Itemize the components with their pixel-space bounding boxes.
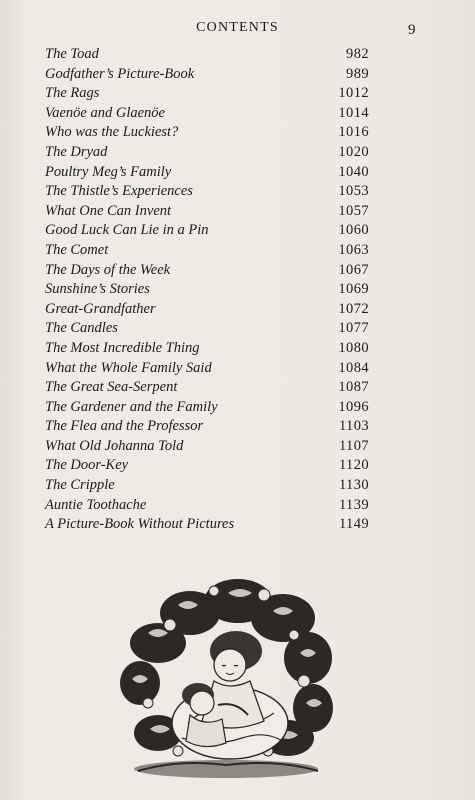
toc-entry-page: 1096 <box>338 398 369 415</box>
toc-entry <box>45 84 369 104</box>
toc-entry-title: Poultry Meg’s Family <box>45 163 172 180</box>
toc-entry <box>45 496 369 516</box>
toc-entry-page: 1014 <box>338 104 369 121</box>
toc-entry-page: 1103 <box>338 418 369 435</box>
toc-entry-page: 1069 <box>338 281 369 298</box>
toc-entry-page: 1016 <box>338 124 369 141</box>
toc-entry-title: The Most Incredible Thing <box>45 339 200 356</box>
toc-entry <box>45 123 369 143</box>
toc-entry <box>45 65 369 85</box>
toc-entry-page: 1040 <box>338 163 369 180</box>
toc-entry-title: What Old Johanna Told <box>45 437 184 454</box>
toc-entry <box>45 241 369 261</box>
toc-entry <box>45 300 369 320</box>
toc-entry-title: The Comet <box>45 241 109 258</box>
toc-entry <box>45 163 369 183</box>
toc-entry-title: Sunshine’s Stories <box>45 281 150 298</box>
toc-entry <box>45 280 369 300</box>
illustration-children-among-flowers <box>118 573 336 780</box>
toc-entry <box>45 182 369 202</box>
toc-entry-page: 1057 <box>338 202 369 219</box>
toc-entry-title: Good Luck Can Lie in a Pin <box>45 222 209 239</box>
toc-entry-title: Great-Grandfather <box>45 300 156 317</box>
toc-entry-title: The Toad <box>45 46 99 62</box>
toc-entry-page: 982 <box>346 46 369 62</box>
toc-entry-page: 1060 <box>338 222 369 239</box>
toc-entry-page: 1107 <box>338 437 369 454</box>
toc-entry-title: What the Whole Family Said <box>45 359 212 376</box>
toc-entry <box>45 437 369 457</box>
toc-entry <box>45 104 369 124</box>
table-of-contents <box>45 45 369 535</box>
toc-entry-page: 1149 <box>338 516 369 533</box>
toc-entry-page: 989 <box>346 65 369 82</box>
toc-entry-title: The Cripple <box>45 477 115 494</box>
toc-entry-title: The Thistle’s Experiences <box>45 183 193 200</box>
toc-entry-title: The Door-Key <box>45 457 129 474</box>
page-title <box>0 20 475 36</box>
toc-entry <box>45 45 369 65</box>
toc-entry-page: 1072 <box>338 300 369 317</box>
toc-entry <box>45 359 369 379</box>
toc-entry-page: 1063 <box>338 241 369 258</box>
toc-entry-title: The Candles <box>45 320 118 337</box>
toc-entry-title: The Flea and the Professor <box>45 418 204 435</box>
toc-entry-page: 1120 <box>338 457 369 474</box>
toc-entry <box>45 398 369 418</box>
toc-entry-title: Godfather’s Picture-Book <box>45 65 195 82</box>
page-number: 9 <box>408 22 416 38</box>
toc-entry <box>45 202 369 222</box>
toc-entry-page: 1067 <box>338 261 369 278</box>
toc-entry <box>45 515 369 535</box>
toc-entry <box>45 417 369 437</box>
toc-entry <box>45 339 369 359</box>
toc-entry-page: 1077 <box>338 320 369 337</box>
toc-entry <box>45 221 369 241</box>
toc-entry-page: 1080 <box>338 339 369 356</box>
toc-entry <box>45 319 369 339</box>
toc-entry-title: A Picture-Book Without Pictures <box>45 516 235 533</box>
toc-entry <box>45 261 369 281</box>
toc-entry <box>45 143 369 163</box>
toc-entry-page: 1139 <box>338 496 369 513</box>
toc-entry-title: The Rags <box>45 85 100 102</box>
toc-entry-title: The Dryad <box>45 143 108 160</box>
toc-entry-title: Who was the Luckiest? <box>45 124 179 141</box>
toc-entry-page: 1020 <box>338 143 369 160</box>
toc-entry-title: Vaenöe and Glaenöe <box>45 104 165 121</box>
toc-entry-title: What One Can Invent <box>45 202 172 219</box>
toc-entry-page: 1087 <box>338 379 369 396</box>
toc-entry-page: 1012 <box>338 85 369 102</box>
toc-entry <box>45 456 369 476</box>
toc-entry-page: 1130 <box>338 477 369 494</box>
contents-heading: CONTENTS <box>196 20 279 35</box>
toc-entry-title: The Days of the Week <box>45 261 171 278</box>
toc-entry <box>45 476 369 496</box>
toc-entry-title: Auntie Toothache <box>45 496 147 513</box>
toc-entry <box>45 378 369 398</box>
toc-entry-title: The Great Sea-Serpent <box>45 379 178 396</box>
toc-entry-page: 1053 <box>338 183 369 200</box>
toc-entry-page: 1084 <box>338 359 369 376</box>
toc-entry-title: The Gardener and the Family <box>45 398 218 415</box>
